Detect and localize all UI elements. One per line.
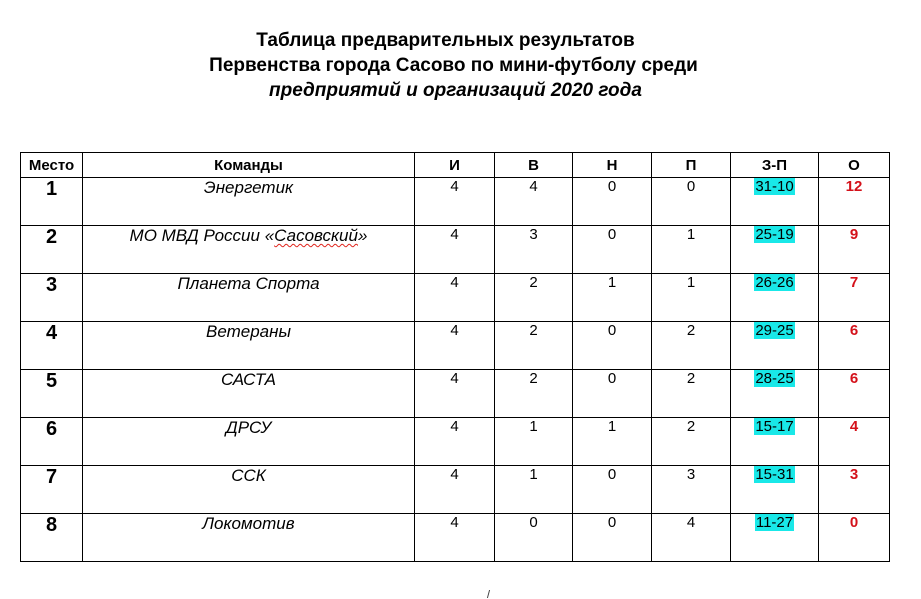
won-cell: 2 (495, 274, 573, 322)
played-cell: 4 (415, 178, 495, 226)
lost-cell: 2 (652, 370, 731, 418)
title-line-3: предприятий и организаций 2020 года (269, 80, 642, 101)
team-name-prefix: МО МВД России « (129, 226, 275, 245)
table-header-row (21, 153, 890, 178)
lost-cell: 2 (652, 322, 731, 370)
place-cell: 6 (21, 418, 83, 466)
won-cell: 2 (495, 370, 573, 418)
goals-cell (731, 466, 819, 514)
drawn-cell: 0 (573, 514, 652, 562)
drawn-cell: 1 (573, 274, 652, 322)
points-cell: 6 (819, 322, 890, 370)
lost-cell: 2 (652, 418, 731, 466)
header-played: И (415, 153, 495, 178)
title-line-2: Первенства города Сасово по мини-футболу среди (209, 55, 698, 76)
points-cell: 6 (819, 370, 890, 418)
played-cell: 4 (415, 418, 495, 466)
table-row (21, 274, 890, 322)
table-row (21, 178, 890, 226)
drawn-cell: 0 (573, 322, 652, 370)
goals-cell (731, 178, 819, 226)
table-row (21, 466, 890, 514)
played-cell: 4 (415, 466, 495, 514)
team-cell: Энергетик (83, 178, 415, 226)
team-name-underlined: Сасовский (274, 226, 358, 245)
played-cell: 4 (415, 226, 495, 274)
header-place: Место (21, 153, 83, 178)
goals-cell (731, 226, 819, 274)
place-cell: 4 (21, 322, 83, 370)
drawn-cell: 0 (573, 370, 652, 418)
table-row (21, 370, 890, 418)
team-name-end: » (357, 226, 368, 245)
drawn-cell: 1 (573, 418, 652, 466)
stray-pen-mark (487, 590, 490, 598)
goals-value: 15-31 (755, 466, 794, 483)
lost-cell: 1 (652, 226, 731, 274)
table-row (21, 514, 890, 562)
place-cell: 7 (21, 466, 83, 514)
drawn-cell: 0 (573, 178, 652, 226)
place-cell: 2 (21, 226, 83, 274)
lost-cell: 0 (652, 178, 731, 226)
points-cell: 9 (819, 226, 890, 274)
goals-value: 28-25 (755, 370, 794, 387)
team-cell: ДРСУ (83, 418, 415, 466)
drawn-cell: 0 (573, 466, 652, 514)
won-cell: 1 (495, 466, 573, 514)
goals-value: 15-17 (755, 418, 794, 435)
goals-value: 29-25 (755, 322, 794, 339)
goals-value: 25-19 (755, 226, 794, 243)
won-cell: 4 (495, 178, 573, 226)
team-cell: Ветераны (83, 322, 415, 370)
played-cell: 4 (415, 322, 495, 370)
team-cell (83, 226, 415, 274)
goals-cell (731, 274, 819, 322)
goals-cell (731, 514, 819, 562)
won-cell: 2 (495, 322, 573, 370)
drawn-cell: 0 (573, 226, 652, 274)
won-cell: 0 (495, 514, 573, 562)
title-line-1: Таблица предварительных результатов (256, 30, 635, 51)
goals-cell (731, 370, 819, 418)
points-cell: 4 (819, 418, 890, 466)
goals-value: 31-10 (755, 178, 794, 195)
table-row (21, 322, 890, 370)
team-cell: ССК (83, 466, 415, 514)
results-table (20, 152, 890, 562)
points-cell: 12 (819, 178, 890, 226)
played-cell: 4 (415, 370, 495, 418)
played-cell: 4 (415, 274, 495, 322)
goals-value: 26-26 (755, 274, 794, 291)
goals-value: 11-27 (755, 514, 794, 531)
header-points: О (819, 153, 890, 178)
header-goals: З-П (731, 153, 819, 178)
table-row (21, 226, 890, 274)
place-cell: 8 (21, 514, 83, 562)
team-cell: Планета Спорта (83, 274, 415, 322)
team-cell: Локомотив (83, 514, 415, 562)
points-cell: 0 (819, 514, 890, 562)
lost-cell: 1 (652, 274, 731, 322)
points-cell: 7 (819, 274, 890, 322)
lost-cell: 3 (652, 466, 731, 514)
header-team: Команды (83, 153, 415, 178)
place-cell: 5 (21, 370, 83, 418)
points-cell: 3 (819, 466, 890, 514)
goals-cell (731, 322, 819, 370)
lost-cell: 4 (652, 514, 731, 562)
played-cell: 4 (415, 514, 495, 562)
won-cell: 1 (495, 418, 573, 466)
document-title (0, 28, 921, 103)
header-lost: П (652, 153, 731, 178)
team-cell: САСТА (83, 370, 415, 418)
place-cell: 3 (21, 274, 83, 322)
won-cell: 3 (495, 226, 573, 274)
goals-cell (731, 418, 819, 466)
header-won: В (495, 153, 573, 178)
header-drawn: Н (573, 153, 652, 178)
table-row (21, 418, 890, 466)
place-cell: 1 (21, 178, 83, 226)
